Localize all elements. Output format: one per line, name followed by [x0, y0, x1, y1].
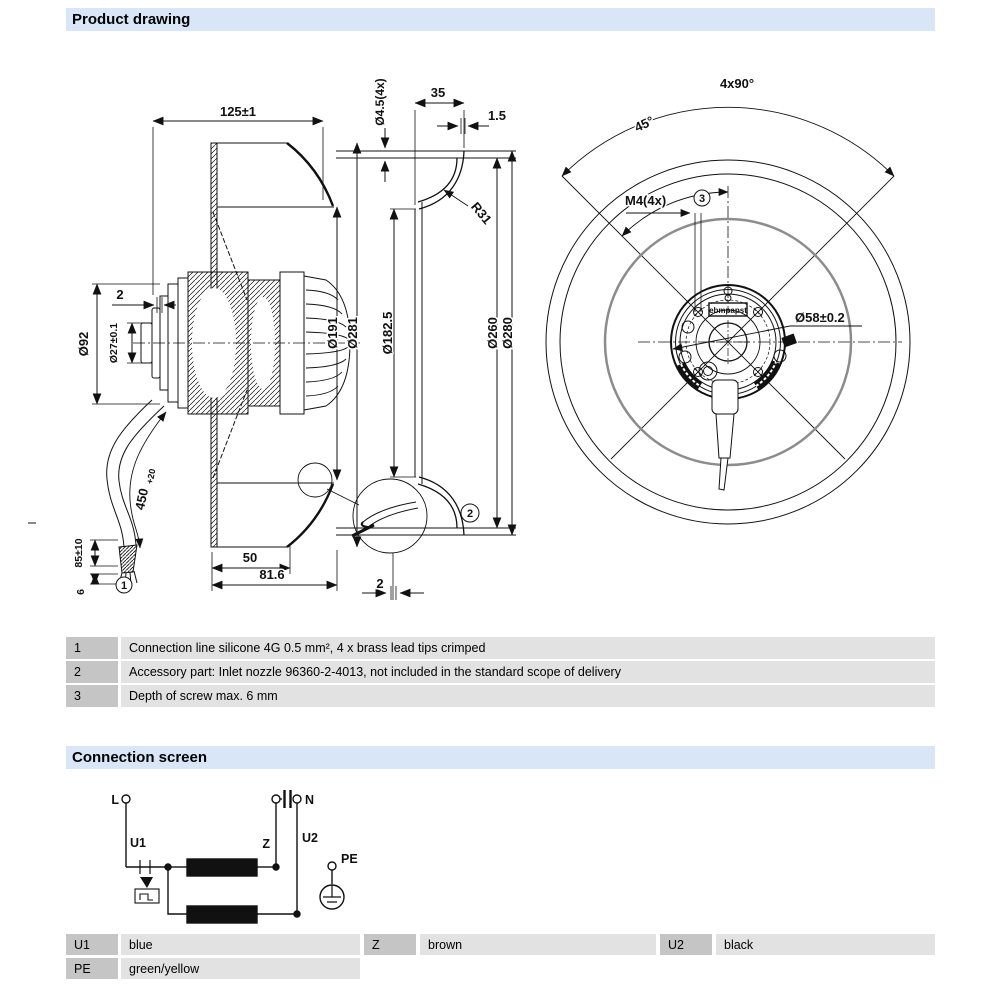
dim-motor-dia-label: Ø92 [76, 331, 91, 357]
detail-view [298, 463, 427, 600]
dim-depth [153, 104, 323, 295]
dim-sheet-thickness [437, 108, 506, 134]
dim-50-label: 50 [242, 550, 258, 565]
dim-depth-label: 125±1 [219, 104, 257, 119]
brand-logo: ebmpapst [709, 306, 747, 315]
product-drawing-canvas [0, 40, 1000, 640]
dim-dia-191 [325, 207, 340, 480]
wire-key: U2 [660, 934, 712, 955]
dim-flange-holes-label: Ø4.5(4x) [373, 78, 387, 126]
note-number: 3 [66, 685, 118, 707]
winding-aux [187, 906, 257, 923]
dim-dia-260-label: Ø260 [485, 317, 500, 349]
wire-key: U1 [66, 934, 118, 955]
dim-screw-label: M4(4x) [625, 193, 667, 208]
winding-main [187, 859, 257, 876]
dim-dia-1825 [380, 209, 416, 477]
dim-strip-length [73, 538, 118, 567]
dim-dia-280 [500, 151, 515, 535]
rating-label-arc [756, 362, 776, 386]
junction-dot [294, 911, 300, 917]
dim-816 [212, 567, 337, 585]
dim-flange-width [415, 85, 464, 205]
dim-strip-length-label: 85±10 [73, 538, 85, 568]
note-ref-3-label: 3 [698, 193, 706, 205]
note-text: Connection line silicone 4G 0.5 mm², 4 x brass lead tips crimped [121, 637, 935, 659]
side-view [28, 104, 360, 595]
dim-cable-length [130, 412, 166, 548]
drawing-notes-table [66, 637, 935, 709]
dim-angle-label: 45° [632, 112, 657, 135]
dim-dia-191-label: Ø191 [325, 317, 340, 349]
dim-flange-width-label: 35 [430, 85, 446, 100]
front-view [546, 76, 910, 524]
dim-dia-1825-label: Ø182.5 [380, 311, 395, 355]
dim-step-label: 2 [116, 287, 124, 302]
dim-cable-length-label: 450 [132, 486, 152, 512]
label-pe: PE [341, 852, 358, 866]
table-row [66, 685, 935, 707]
dim-dia-281 [345, 143, 360, 547]
dim-shaft-dia [108, 323, 152, 363]
dim-816-label: 81.6 [259, 567, 285, 582]
table-row [66, 661, 935, 683]
wire-key: PE [66, 958, 118, 979]
dim-hole-pattern [562, 76, 894, 176]
dim-step [112, 287, 176, 313]
dim-tip-length [75, 574, 118, 595]
dim-edge-2-label: 2 [376, 576, 384, 591]
note-text: Accessory part: Inlet nozzle 96360-2-4013, not included in the standard scope of delivery [121, 661, 935, 683]
label-u2: U2 [302, 831, 318, 845]
note-text: Depth of screw max. 6 mm [121, 685, 935, 707]
dim-tip-length-label: 6 [75, 589, 87, 595]
wire-color: green/yellow [121, 958, 360, 979]
label-z: Z [262, 837, 270, 851]
section-title-connection-screen: Connection screen [66, 746, 935, 769]
junction-dot [273, 864, 279, 870]
wire-color: brown [420, 934, 656, 955]
dim-flange-holes [373, 78, 387, 182]
pe-terminal [320, 862, 344, 909]
dim-shaft-dia-label: Ø27±0.1 [108, 322, 120, 364]
dim-hub-dia-label: Ø58±0.2 [795, 310, 845, 325]
note-number: 1 [66, 637, 118, 659]
label-l: L [111, 793, 119, 807]
wire-key: Z [364, 934, 416, 955]
note-ref-2-label: 2 [466, 508, 474, 520]
note-ref-1 [116, 577, 132, 593]
terminal-l [122, 795, 130, 803]
dim-dia-281-label: Ø281 [345, 317, 360, 349]
cable-gland [712, 380, 738, 490]
dim-sheet-thickness-label: 1.5 [487, 108, 507, 123]
dim-cable-length-tol: +20 [144, 467, 158, 485]
note-ref-2 [461, 504, 479, 522]
section-title-product-drawing: Product drawing [66, 8, 935, 31]
wire-color: blue [121, 934, 360, 955]
label-n: N [305, 793, 315, 807]
junction-dot [165, 864, 171, 870]
dim-radius [444, 190, 495, 227]
wire-color: black [716, 934, 935, 955]
dim-hole-pattern-label: 4x90° [719, 76, 755, 91]
table-row [66, 637, 935, 659]
connection-diagram [0, 772, 1000, 930]
label-u1: U1 [130, 836, 146, 850]
dim-dia-280-label: Ø280 [500, 317, 515, 349]
terminal-n [293, 795, 301, 803]
dim-radius-label: R31 [468, 199, 495, 228]
note-number: 2 [66, 661, 118, 683]
note-ref-1-label: 1 [120, 580, 128, 592]
